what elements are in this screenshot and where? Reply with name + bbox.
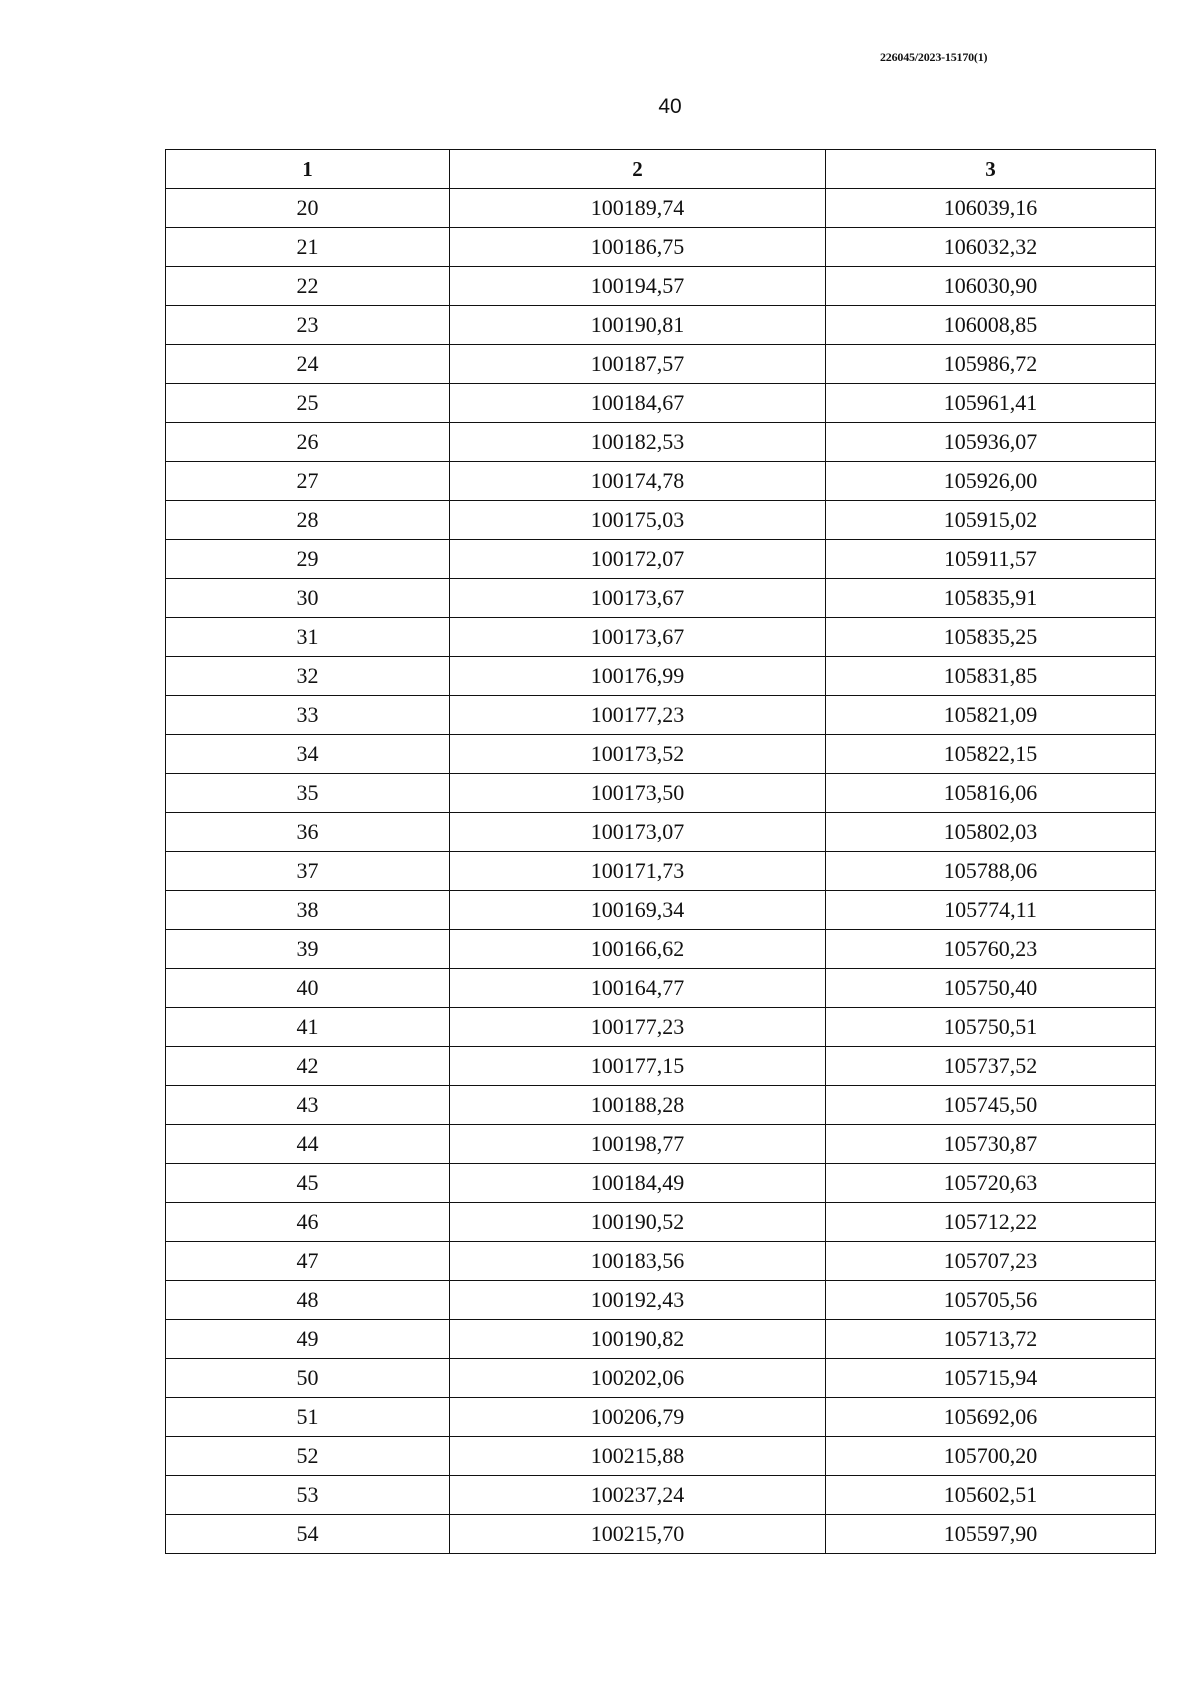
x-coordinate-cell: 100190,82 [450,1320,826,1359]
table-row [166,618,1156,657]
page-number: 40 [658,95,682,118]
point-number-cell: 34 [166,735,450,774]
x-coordinate-cell: 100173,67 [450,579,826,618]
table-row [166,1203,1156,1242]
table-row [166,345,1156,384]
y-coordinate-cell: 105737,52 [826,1047,1156,1086]
y-coordinate-cell: 106032,32 [826,228,1156,267]
y-coordinate-cell: 105926,00 [826,462,1156,501]
x-coordinate-cell: 100175,03 [450,501,826,540]
x-coordinate-cell: 100176,99 [450,657,826,696]
coordinates-table [165,149,1156,1554]
x-coordinate-cell: 100188,28 [450,1086,826,1125]
y-coordinate-cell: 105831,85 [826,657,1156,696]
x-coordinate-cell: 100171,73 [450,852,826,891]
point-number-cell: 38 [166,891,450,930]
table-row [166,423,1156,462]
table-header-row [166,150,1156,189]
y-coordinate-cell: 105822,15 [826,735,1156,774]
table-row [166,1086,1156,1125]
x-coordinate-cell: 100190,52 [450,1203,826,1242]
point-number-cell: 49 [166,1320,450,1359]
table-row [166,930,1156,969]
point-number-cell: 27 [166,462,450,501]
point-number-cell: 28 [166,501,450,540]
table-row [166,1515,1156,1554]
y-coordinate-cell: 105986,72 [826,345,1156,384]
y-coordinate-cell: 105760,23 [826,930,1156,969]
table-row [166,1398,1156,1437]
point-number-cell: 50 [166,1359,450,1398]
table-row [166,1437,1156,1476]
column-header: 3 [826,150,1156,189]
x-coordinate-cell: 100198,77 [450,1125,826,1164]
x-coordinate-cell: 100164,77 [450,969,826,1008]
table-row [166,657,1156,696]
point-number-cell: 41 [166,1008,450,1047]
table-row [166,384,1156,423]
x-coordinate-cell: 100187,57 [450,345,826,384]
table-row [166,228,1156,267]
y-coordinate-cell: 105750,40 [826,969,1156,1008]
point-number-cell: 26 [166,423,450,462]
x-coordinate-cell: 100177,23 [450,696,826,735]
table-row [166,462,1156,501]
y-coordinate-cell: 105715,94 [826,1359,1156,1398]
point-number-cell: 23 [166,306,450,345]
x-coordinate-cell: 100177,15 [450,1047,826,1086]
table-row [166,1281,1156,1320]
y-coordinate-cell: 105802,03 [826,813,1156,852]
point-number-cell: 31 [166,618,450,657]
table-row [166,696,1156,735]
table-row [166,540,1156,579]
point-number-cell: 39 [166,930,450,969]
y-coordinate-cell: 105936,07 [826,423,1156,462]
x-coordinate-cell: 100192,43 [450,1281,826,1320]
point-number-cell: 45 [166,1164,450,1203]
point-number-cell: 20 [166,189,450,228]
table-row [166,189,1156,228]
x-coordinate-cell: 100215,70 [450,1515,826,1554]
x-coordinate-cell: 100177,23 [450,1008,826,1047]
x-coordinate-cell: 100172,07 [450,540,826,579]
y-coordinate-cell: 105602,51 [826,1476,1156,1515]
x-coordinate-cell: 100186,75 [450,228,826,267]
point-number-cell: 52 [166,1437,450,1476]
point-number-cell: 25 [166,384,450,423]
point-number-cell: 29 [166,540,450,579]
y-coordinate-cell: 105692,06 [826,1398,1156,1437]
table-row [166,813,1156,852]
x-coordinate-cell: 100182,53 [450,423,826,462]
x-coordinate-cell: 100202,06 [450,1359,826,1398]
x-coordinate-cell: 100173,67 [450,618,826,657]
x-coordinate-cell: 100184,67 [450,384,826,423]
table-row [166,267,1156,306]
point-number-cell: 54 [166,1515,450,1554]
column-header: 2 [450,150,826,189]
table-row [166,1125,1156,1164]
y-coordinate-cell: 106030,90 [826,267,1156,306]
point-number-cell: 22 [166,267,450,306]
point-number-cell: 40 [166,969,450,1008]
y-coordinate-cell: 105597,90 [826,1515,1156,1554]
x-coordinate-cell: 100173,52 [450,735,826,774]
table-row [166,735,1156,774]
table-row [166,891,1156,930]
column-header: 1 [166,150,450,189]
y-coordinate-cell: 105961,41 [826,384,1156,423]
x-coordinate-cell: 100237,24 [450,1476,826,1515]
document-id: 226045/2023-15170(1) [880,50,988,64]
y-coordinate-cell: 105835,25 [826,618,1156,657]
table-row [166,1008,1156,1047]
y-coordinate-cell: 105707,23 [826,1242,1156,1281]
point-number-cell: 47 [166,1242,450,1281]
y-coordinate-cell: 105821,09 [826,696,1156,735]
table-row [166,1242,1156,1281]
y-coordinate-cell: 105816,06 [826,774,1156,813]
point-number-cell: 43 [166,1086,450,1125]
table-row [166,579,1156,618]
y-coordinate-cell: 105705,56 [826,1281,1156,1320]
table-row [166,1476,1156,1515]
y-coordinate-cell: 105745,50 [826,1086,1156,1125]
point-number-cell: 42 [166,1047,450,1086]
y-coordinate-cell: 105911,57 [826,540,1156,579]
point-number-cell: 37 [166,852,450,891]
y-coordinate-cell: 105788,06 [826,852,1156,891]
y-coordinate-cell: 105730,87 [826,1125,1156,1164]
point-number-cell: 46 [166,1203,450,1242]
point-number-cell: 30 [166,579,450,618]
y-coordinate-cell: 105712,22 [826,1203,1156,1242]
table-row [166,501,1156,540]
x-coordinate-cell: 100184,49 [450,1164,826,1203]
x-coordinate-cell: 100166,62 [450,930,826,969]
y-coordinate-cell: 105774,11 [826,891,1156,930]
point-number-cell: 24 [166,345,450,384]
point-number-cell: 44 [166,1125,450,1164]
y-coordinate-cell: 105835,91 [826,579,1156,618]
point-number-cell: 33 [166,696,450,735]
y-coordinate-cell: 106008,85 [826,306,1156,345]
y-coordinate-cell: 105700,20 [826,1437,1156,1476]
table-body [166,189,1156,1554]
x-coordinate-cell: 100206,79 [450,1398,826,1437]
x-coordinate-cell: 100173,50 [450,774,826,813]
x-coordinate-cell: 100189,74 [450,189,826,228]
x-coordinate-cell: 100190,81 [450,306,826,345]
x-coordinate-cell: 100215,88 [450,1437,826,1476]
point-number-cell: 36 [166,813,450,852]
point-number-cell: 35 [166,774,450,813]
point-number-cell: 51 [166,1398,450,1437]
y-coordinate-cell: 105720,63 [826,1164,1156,1203]
x-coordinate-cell: 100169,34 [450,891,826,930]
table-row [166,1164,1156,1203]
table-row [166,774,1156,813]
table-row [166,1320,1156,1359]
y-coordinate-cell: 105915,02 [826,501,1156,540]
point-number-cell: 21 [166,228,450,267]
point-number-cell: 32 [166,657,450,696]
table-row [166,1359,1156,1398]
table-row [166,852,1156,891]
y-coordinate-cell: 106039,16 [826,189,1156,228]
table-row [166,306,1156,345]
x-coordinate-cell: 100173,07 [450,813,826,852]
point-number-cell: 53 [166,1476,450,1515]
x-coordinate-cell: 100174,78 [450,462,826,501]
table-row [166,969,1156,1008]
table-row [166,1047,1156,1086]
point-number-cell: 48 [166,1281,450,1320]
x-coordinate-cell: 100183,56 [450,1242,826,1281]
y-coordinate-cell: 105713,72 [826,1320,1156,1359]
y-coordinate-cell: 105750,51 [826,1008,1156,1047]
x-coordinate-cell: 100194,57 [450,267,826,306]
